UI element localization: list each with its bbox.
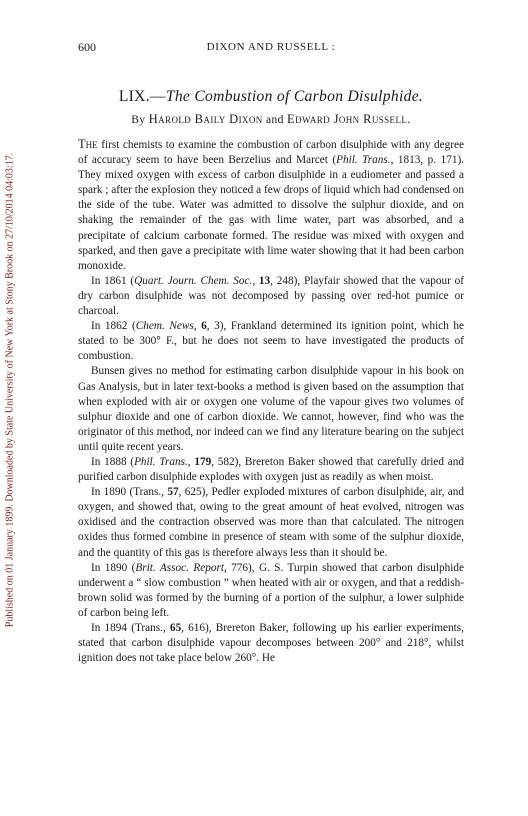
author-name: Harold Baily Dixon (148, 112, 263, 126)
paragraph-text: , 616), Brereton Baker, following up his earlier experiments, stated that carbon disulphide vapour decomposes between 200° and 218°, whilst ignition does not take place below 260°. He (78, 622, 464, 665)
byline-by: By (131, 114, 146, 126)
paragraph (78, 621, 464, 666)
article-title (78, 88, 464, 106)
byline (78, 112, 464, 127)
article-title-text: The Combustion of Carbon Disulphide. (165, 88, 424, 105)
article-number: LIX.— (118, 88, 166, 105)
paragraph-text: In 1890 ( (91, 561, 136, 574)
paragraph-text: , (252, 274, 259, 287)
paragraph (78, 455, 464, 485)
byline-and: and (265, 114, 284, 126)
paragraph-text: In 1862 ( (91, 320, 136, 333)
lead-word: The (78, 137, 98, 151)
citation: Chem. News (135, 320, 194, 333)
paragraph-text: In 1890 (Trans., (91, 486, 168, 499)
citation: Quart. Journ. Chem. Soc. (134, 274, 253, 287)
paragraph-text: , 248), Playfair showed that the vapour of dry carbon disulphide was not decomposed by passing over red-hot pumice or charcoal. (78, 274, 464, 318)
paragraph-text: , 582), Brereton Baker showed that carefully dried and purified carbon disulphide explodes with oxygen just as readily as when moist. (78, 455, 464, 484)
running-title: DIXON AND RUSSELL : (206, 41, 336, 53)
volume-number: 179 (194, 455, 212, 468)
page-header (78, 40, 464, 56)
paragraph (78, 485, 464, 560)
citation: Phil. Trans. (134, 455, 188, 468)
article-body (78, 137, 464, 666)
paragraph-text: first chemists to examine the combustion of carbon disulphide with any degree of accuracy seem to have been Berzelius and Marcet ( (78, 139, 464, 167)
citation: Brit. Assoc. Report (135, 561, 224, 574)
page-number: 600 (78, 40, 96, 54)
paragraph (78, 561, 464, 621)
journal-page (78, 40, 464, 666)
paragraph (78, 364, 464, 455)
paragraph-text: , 625), Pedler exploded mixtures of carbon disulphide, air, and oxygen, and showed that, owing to the great amount of heat evolved, nitrogen was oxidised and the contraction observed was more than that calculated. The nitrogen oxides thus formed combine in presence of steam with some of the sulphur dioxide, and the quantity of this gas is therefore always less than it should be. (78, 486, 464, 559)
side-note-text: Published on 01 January 1899. Downloaded by State University of New York at Stony Brook on 27/10/2014 04:03:17. (4, 152, 16, 628)
paragraph-text: In 1861 ( (91, 274, 135, 287)
volume-number: 6 (201, 320, 207, 333)
paragraph (78, 274, 464, 319)
paragraph-text: , 776), G. S. Turpin showed that carbon disulphide underwent a “ slow combustion ” when heated with air or oxygen, and that a reddish-brown solid was formed by the burning of a portion of the sulphur, a lower sulphide of carbon being left. (78, 561, 464, 619)
author-name: Edward John Russell. (287, 112, 411, 126)
volume-number: 57 (167, 486, 179, 499)
paragraph-text: , 1813, p. 171). They mixed oxygen with excess of carbon disulphide in a eudiometer and passed a spark ; after the explosion they noticed a few drops of liquid which had condensed on the side of the tube. Water was admitted to dissolve the sulphur dioxide, and on shaking the remainder of the gas with lime water, part was absorbed, and a precipitate of calcium carbonate formed. The residue was mixed with oxygen and sparked, and then gave a precipitate with lime water showing that it had been carbon monoxide. (78, 154, 464, 272)
volume-number: 13 (258, 274, 271, 287)
volume-number: 65 (169, 622, 182, 634)
paragraph-text: In 1894 (Trans., (91, 622, 170, 634)
paragraph (78, 137, 464, 274)
paragraph (78, 319, 464, 364)
paragraph-text: , 3), Frankland determined its ignition point, which he stated to be 300° F., but he does not seem to have investigated the products of combustion. (78, 320, 465, 363)
paragraph-text: Bunsen gives no method for estimating carbon disulphide vapour in his book on Gas Analysis, but in later text-books a method is given based on the assumption that when exploded with air or oxygen one volume of the vapour gives two volumes of sulphur dioxide and one of carbon dioxide. We cannot, however, find who was the originator of this method, nor indeed can we find any literature bearing on the subject until quite recent years. (78, 365, 464, 453)
paragraph-text: , (187, 455, 195, 468)
citation: Phil. Trans. (336, 154, 391, 167)
publication-side-note (2, 30, 18, 750)
paragraph-text: In 1888 ( (91, 455, 135, 468)
paragraph-text: , (193, 320, 202, 333)
